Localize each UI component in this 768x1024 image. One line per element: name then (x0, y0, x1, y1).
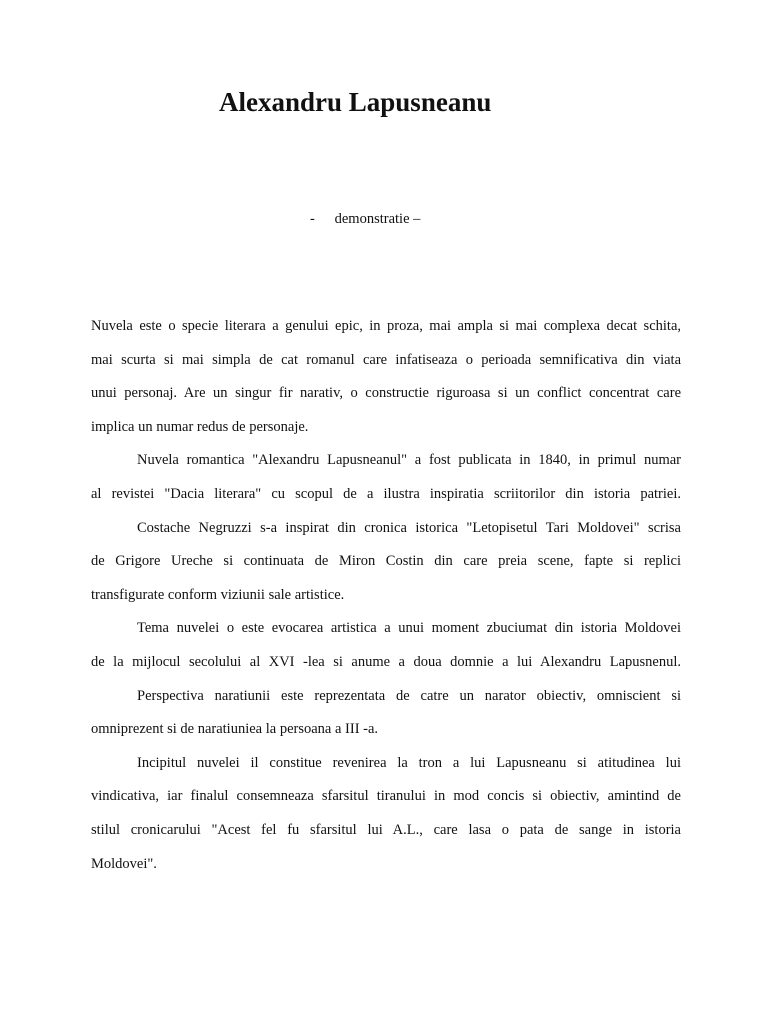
subtitle-dash: - (310, 211, 315, 227)
text-line: al revistei "Dacia literara" cu scopul de a ilustra inspiratia scriitorilor din istoria patriei. (91, 485, 681, 502)
text-line: Incipitul nuvelei il constitue revenirea la tron a lui Lapusneanu si atitudinea lui (137, 754, 681, 771)
text-line: vindicativa, iar finalul consemneaza sfarsitul tiranului in mod concis si obiectiv, amintind de (91, 788, 681, 805)
text-line: stilul cronicarului "Acest fel fu sfarsitul lui A.L., care lasa o pata de sange in istoria (91, 821, 681, 838)
subtitle-text: demonstratie – (334, 211, 421, 227)
text-line: Costache Negruzzi s-a inspirat din cronica istorica "Letopisetul Tari Moldovei" scrisa (137, 519, 681, 536)
text-line: Nuvela este o specie literara a genului epic, in proza, mai ampla si mai complexa decat schita, (91, 318, 681, 334)
text-line: omniprezent si de naratiuniea la persoana a III -a. (91, 721, 379, 738)
document-subtitle (310, 210, 420, 228)
text-line: Tema nuvelei o este evocarea artistica a unui moment zbuciumat din istoria Moldovei (137, 620, 681, 637)
text-line: de Grigore Ureche si continuata de Miron Costin din care preia scene, fapte si replici (91, 553, 681, 570)
text-line: transfigurate conform viziunii sale artistice. (91, 586, 345, 603)
text-line: Perspectiva naratiunii este reprezentata de catre un narator obiectiv, omniscient si (137, 687, 681, 704)
document-title: Alexandru Lapusneanu (219, 87, 492, 117)
text-line: mai scurta si mai simpla de cat romanul care infatiseaza o perioada semnificativa din viata (91, 351, 681, 368)
text-line: de la mijlocul secolului al XVI -lea si anume a doua domnie a lui Alexandru Lapusnenul. (91, 653, 681, 670)
text-line: Nuvela romantica "Alexandru Lapusneanul" a fost publicata in 1840, in primul numar (137, 452, 681, 469)
document-body (91, 310, 681, 881)
text-line: unui personaj. Are un singur fir narativ, o constructie riguroasa si un conflict concentrat care (91, 385, 681, 402)
text-line: Moldovei". (91, 855, 157, 872)
text-line: implica un numar redus de personaje. (91, 418, 309, 435)
